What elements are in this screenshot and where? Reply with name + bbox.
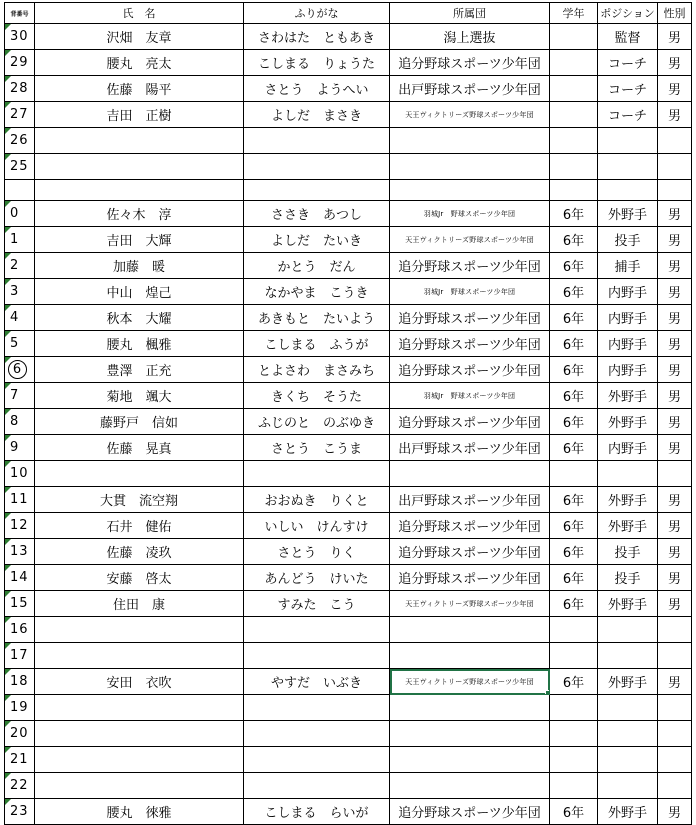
cell-team[interactable]: 羽城Jr 野球スポーツ少年団 <box>390 383 550 409</box>
cell-position[interactable]: 外野手 <box>598 513 658 539</box>
table-row <box>5 435 692 461</box>
cell-position[interactable] <box>598 721 658 747</box>
cell-kana[interactable]: よしだ まさき <box>244 102 390 128</box>
cell-name[interactable]: 秋本 大耀 <box>35 305 244 331</box>
cell-position[interactable] <box>598 461 658 487</box>
cell-name[interactable]: 佐藤 晃真 <box>35 435 244 461</box>
cell-kana[interactable]: おおぬき りくと <box>244 487 390 513</box>
table-row <box>5 487 692 513</box>
cell-team[interactable]: 出戸野球スポーツ少年団 <box>390 76 550 102</box>
cell-number[interactable]: 18 <box>5 669 35 695</box>
cell-kana[interactable] <box>244 128 390 154</box>
cell-team[interactable]: 天王ヴィクトリーズ野球スポーツ少年団 <box>390 227 550 253</box>
cell-team[interactable]: 天王ヴィクトリーズ野球スポーツ少年団 <box>390 591 550 617</box>
cell-grade[interactable] <box>550 128 598 154</box>
cell-kana[interactable]: さとう こうま <box>244 435 390 461</box>
cell-gender[interactable]: 男 <box>658 201 692 227</box>
cell-number[interactable]: 5 <box>5 331 35 357</box>
cell-position[interactable]: 外野手 <box>598 487 658 513</box>
cell-position[interactable]: 外野手 <box>598 669 658 695</box>
cell-team[interactable] <box>390 695 550 721</box>
cell-grade[interactable]: 6年 <box>550 227 598 253</box>
cell-grade[interactable] <box>550 773 598 799</box>
header-name[interactable]: 氏 名 <box>35 3 244 24</box>
cell-team[interactable]: 追分野球スポーツ少年団 <box>390 513 550 539</box>
cell-number[interactable]: 14 <box>5 565 35 591</box>
cell-name[interactable]: 沢畑 友章 <box>35 24 244 50</box>
cell-team[interactable] <box>390 617 550 643</box>
cell-number[interactable] <box>5 357 35 383</box>
cell-team[interactable]: 潟上選抜 <box>390 24 550 50</box>
cell-grade[interactable]: 6年 <box>550 357 598 383</box>
cell-gender[interactable]: 男 <box>658 513 692 539</box>
cell-kana[interactable]: こしまる らいが <box>244 799 390 825</box>
cell-gender[interactable] <box>658 461 692 487</box>
cell-gender[interactable]: 男 <box>658 279 692 305</box>
cell-number[interactable]: 22 <box>5 773 35 799</box>
cell-kana[interactable]: なかやま こうき <box>244 279 390 305</box>
cell-grade[interactable]: 6年 <box>550 539 598 565</box>
cell-gender[interactable]: 男 <box>658 305 692 331</box>
cell-position[interactable] <box>598 643 658 669</box>
table-row <box>5 409 692 435</box>
cell-kana[interactable]: こしまる りょうた <box>244 50 390 76</box>
table-row <box>5 591 692 617</box>
cell-kana[interactable] <box>244 180 390 201</box>
cell-position[interactable]: 捕手 <box>598 253 658 279</box>
cell-grade[interactable]: 6年 <box>550 799 598 825</box>
cell-team[interactable] <box>390 128 550 154</box>
cell-name[interactable]: 菊地 颯大 <box>35 383 244 409</box>
cell-name[interactable]: 吉田 正樹 <box>35 102 244 128</box>
cell-gender[interactable]: 男 <box>658 409 692 435</box>
cell-kana[interactable]: ささき あつし <box>244 201 390 227</box>
cell-grade[interactable]: 6年 <box>550 305 598 331</box>
cell-number[interactable]: 9 <box>5 435 35 461</box>
table-row <box>5 461 692 487</box>
cell-position[interactable]: 投手 <box>598 565 658 591</box>
cell-name[interactable]: 腰丸 徠雅 <box>35 799 244 825</box>
cell-team[interactable]: 追分野球スポーツ少年団 <box>390 799 550 825</box>
cell-gender[interactable] <box>658 695 692 721</box>
cell-gender[interactable]: 男 <box>658 227 692 253</box>
cell-grade[interactable] <box>550 617 598 643</box>
cell-kana[interactable]: よしだ たいき <box>244 227 390 253</box>
table-row <box>5 773 692 799</box>
cell-kana[interactable] <box>244 773 390 799</box>
cell-name[interactable]: 安田 衣吹 <box>35 669 244 695</box>
cell-grade[interactable] <box>550 747 598 773</box>
table-row <box>5 180 692 201</box>
cell-team[interactable] <box>390 643 550 669</box>
cell-gender[interactable]: 男 <box>658 24 692 50</box>
cell-team[interactable]: 羽城Jr 野球スポーツ少年団 <box>390 279 550 305</box>
roster-sheet <box>4 2 692 825</box>
cell-team[interactable] <box>390 180 550 201</box>
cell-gender[interactable]: 男 <box>658 799 692 825</box>
table-row <box>5 643 692 669</box>
cell-kana[interactable] <box>244 747 390 773</box>
cell-gender[interactable] <box>658 180 692 201</box>
cell-position[interactable] <box>598 128 658 154</box>
cell-kana[interactable]: とよさわ まさみち <box>244 357 390 383</box>
cell-team[interactable]: 追分野球スポーツ少年団 <box>390 331 550 357</box>
cell-grade[interactable]: 6年 <box>550 669 598 695</box>
cell-team[interactable]: 追分野球スポーツ少年団 <box>390 253 550 279</box>
cell-grade[interactable]: 6年 <box>550 253 598 279</box>
cell-gender[interactable]: 男 <box>658 487 692 513</box>
cell-kana[interactable]: こしまる ふうが <box>244 331 390 357</box>
cell-position[interactable] <box>598 773 658 799</box>
cell-grade[interactable] <box>550 76 598 102</box>
cell-number[interactable]: 7 <box>5 383 35 409</box>
cell-name[interactable]: 石井 健佑 <box>35 513 244 539</box>
cell-grade[interactable] <box>550 695 598 721</box>
cell-name[interactable]: 藤野戸 信如 <box>35 409 244 435</box>
cell-team[interactable] <box>390 747 550 773</box>
table-row <box>5 617 692 643</box>
header-position[interactable]: ポジション <box>598 3 658 24</box>
cell-name[interactable] <box>35 695 244 721</box>
cell-kana[interactable]: いしい けんすけ <box>244 513 390 539</box>
cell-gender[interactable]: 男 <box>658 565 692 591</box>
cell-position[interactable]: コーチ <box>598 102 658 128</box>
cell-team[interactable]: 追分野球スポーツ少年団 <box>390 565 550 591</box>
cell-name[interactable] <box>35 154 244 180</box>
cell-position[interactable]: 監督 <box>598 24 658 50</box>
cell-name[interactable]: 加藤 暖 <box>35 253 244 279</box>
cell-grade[interactable] <box>550 50 598 76</box>
cell-position[interactable] <box>598 695 658 721</box>
cell-grade[interactable]: 6年 <box>550 409 598 435</box>
cell-kana[interactable] <box>244 695 390 721</box>
cell-name[interactable]: 豊澤 正充 <box>35 357 244 383</box>
cell-number[interactable] <box>5 180 35 201</box>
cell-number[interactable]: 15 <box>5 591 35 617</box>
cell-position[interactable]: 内野手 <box>598 435 658 461</box>
circled-number: 6 <box>8 360 27 379</box>
cell-name[interactable] <box>35 128 244 154</box>
cell-team[interactable] <box>390 721 550 747</box>
cell-kana[interactable] <box>244 154 390 180</box>
cell-number[interactable]: 3 <box>5 279 35 305</box>
cell-number[interactable]: 29 <box>5 50 35 76</box>
cell-number[interactable]: 13 <box>5 539 35 565</box>
cell-kana[interactable] <box>244 461 390 487</box>
cell-team[interactable]: 追分野球スポーツ少年団 <box>390 409 550 435</box>
cell-name[interactable]: 佐藤 陽平 <box>35 76 244 102</box>
table-row <box>5 201 692 227</box>
cell-number[interactable]: 21 <box>5 747 35 773</box>
cell-name[interactable] <box>35 773 244 799</box>
cell-kana[interactable]: さとう りく <box>244 539 390 565</box>
cell-gender[interactable]: 男 <box>658 669 692 695</box>
cell-grade[interactable]: 6年 <box>550 279 598 305</box>
table-row <box>5 24 692 50</box>
cell-kana[interactable]: あきもと たいよう <box>244 305 390 331</box>
cell-number[interactable]: 10 <box>5 461 35 487</box>
cell-gender[interactable] <box>658 643 692 669</box>
cell-gender[interactable]: 男 <box>658 50 692 76</box>
cell-name[interactable]: 中山 煌己 <box>35 279 244 305</box>
cell-name[interactable] <box>35 180 244 201</box>
cell-grade[interactable] <box>550 154 598 180</box>
cell-name[interactable]: 佐々木 淳 <box>35 201 244 227</box>
cell-team[interactable] <box>390 154 550 180</box>
cell-number[interactable]: 23 <box>5 799 35 825</box>
cell-kana[interactable]: さわはた ともあき <box>244 24 390 50</box>
cell-position[interactable]: 投手 <box>598 227 658 253</box>
cell-position[interactable]: 外野手 <box>598 201 658 227</box>
cell-name[interactable]: 住田 康 <box>35 591 244 617</box>
table-row <box>5 279 692 305</box>
cell-number[interactable]: 25 <box>5 154 35 180</box>
cell-grade[interactable]: 6年 <box>550 331 598 357</box>
cell-team[interactable]: 羽城Jr 野球スポーツ少年団 <box>390 201 550 227</box>
cell-grade[interactable] <box>550 180 598 201</box>
cell-grade[interactable]: 6年 <box>550 565 598 591</box>
cell-team[interactable]: 出戸野球スポーツ少年団 <box>390 435 550 461</box>
cell-grade[interactable]: 6年 <box>550 435 598 461</box>
cell-grade[interactable]: 6年 <box>550 487 598 513</box>
table-row <box>5 513 692 539</box>
cell-number[interactable]: 12 <box>5 513 35 539</box>
cell-number[interactable]: 27 <box>5 102 35 128</box>
cell-gender[interactable] <box>658 617 692 643</box>
cell-name[interactable] <box>35 721 244 747</box>
table-row <box>5 747 692 773</box>
header-gender[interactable]: 性別 <box>658 3 692 24</box>
cell-name[interactable]: 腰丸 亮太 <box>35 50 244 76</box>
cell-name[interactable] <box>35 747 244 773</box>
roster-body <box>5 24 692 825</box>
cell-kana[interactable] <box>244 643 390 669</box>
cell-number[interactable]: 28 <box>5 76 35 102</box>
cell-position[interactable]: 外野手 <box>598 409 658 435</box>
cell-name[interactable] <box>35 643 244 669</box>
cell-gender[interactable]: 男 <box>658 383 692 409</box>
cell-gender[interactable]: 男 <box>658 102 692 128</box>
cell-position[interactable]: 外野手 <box>598 383 658 409</box>
cell-gender[interactable]: 男 <box>658 76 692 102</box>
cell-number[interactable]: 4 <box>5 305 35 331</box>
cell-position[interactable] <box>598 180 658 201</box>
table-row <box>5 357 692 383</box>
cell-name[interactable]: 腰丸 楓雅 <box>35 331 244 357</box>
cell-position[interactable]: 外野手 <box>598 799 658 825</box>
header-kana[interactable]: ふりがな <box>244 3 390 24</box>
cell-number[interactable]: 2 <box>5 253 35 279</box>
cell-team[interactable] <box>390 773 550 799</box>
cell-position[interactable] <box>598 747 658 773</box>
table-row <box>5 253 692 279</box>
table-row <box>5 539 692 565</box>
cell-position[interactable]: コーチ <box>598 76 658 102</box>
cell-number[interactable]: 17 <box>5 643 35 669</box>
cell-team[interactable]: 追分野球スポーツ少年団 <box>390 357 550 383</box>
cell-position[interactable]: 投手 <box>598 539 658 565</box>
table-row <box>5 383 692 409</box>
table-row <box>5 102 692 128</box>
cell-number[interactable]: 26 <box>5 128 35 154</box>
table-row <box>5 721 692 747</box>
cell-grade[interactable] <box>550 461 598 487</box>
cell-position[interactable]: 内野手 <box>598 279 658 305</box>
cell-team[interactable] <box>390 461 550 487</box>
cell-gender[interactable]: 男 <box>658 253 692 279</box>
cell-number[interactable]: 11 <box>5 487 35 513</box>
cell-gender[interactable] <box>658 721 692 747</box>
cell-grade[interactable] <box>550 102 598 128</box>
cell-position[interactable]: 内野手 <box>598 357 658 383</box>
table-row <box>5 565 692 591</box>
cell-position[interactable]: 内野手 <box>598 305 658 331</box>
cell-team[interactable]: 追分野球スポーツ少年団 <box>390 305 550 331</box>
cell-team[interactable]: 天王ヴィクトリーズ野球スポーツ少年団 <box>390 102 550 128</box>
cell-kana[interactable] <box>244 617 390 643</box>
header-team[interactable]: 所属団 <box>390 3 550 24</box>
cell-gender[interactable]: 男 <box>658 331 692 357</box>
cell-gender[interactable] <box>658 773 692 799</box>
cell-grade[interactable] <box>550 24 598 50</box>
table-row <box>5 305 692 331</box>
cell-kana[interactable]: あんどう けいた <box>244 565 390 591</box>
cell-number[interactable]: 8 <box>5 409 35 435</box>
cell-team[interactable]: 追分野球スポーツ少年団 <box>390 539 550 565</box>
cell-name[interactable] <box>35 461 244 487</box>
cell-kana[interactable] <box>244 721 390 747</box>
cell-kana[interactable]: きくち そうた <box>244 383 390 409</box>
cell-name[interactable]: 佐藤 凌玖 <box>35 539 244 565</box>
cell-kana[interactable]: すみた こう <box>244 591 390 617</box>
cell-position[interactable]: コーチ <box>598 50 658 76</box>
cell-grade[interactable]: 6年 <box>550 513 598 539</box>
cell-name[interactable]: 大貫 流空翔 <box>35 487 244 513</box>
cell-kana[interactable]: ふじのと のぶゆき <box>244 409 390 435</box>
cell-grade[interactable]: 6年 <box>550 591 598 617</box>
table-row <box>5 76 692 102</box>
cell-number[interactable]: 0 <box>5 201 35 227</box>
cell-number[interactable]: 19 <box>5 695 35 721</box>
cell-gender[interactable] <box>658 128 692 154</box>
cell-position[interactable]: 外野手 <box>598 591 658 617</box>
cell-number[interactable]: 30 <box>5 24 35 50</box>
table-row <box>5 128 692 154</box>
table-row <box>5 331 692 357</box>
header-number[interactable]: 背番号 <box>5 3 35 24</box>
cell-grade[interactable] <box>550 643 598 669</box>
table-row <box>5 50 692 76</box>
cell-gender[interactable] <box>658 154 692 180</box>
cell-name[interactable]: 安藤 啓太 <box>35 565 244 591</box>
cell-grade[interactable]: 6年 <box>550 383 598 409</box>
cell-kana[interactable]: さとう ようへい <box>244 76 390 102</box>
cell-gender[interactable]: 男 <box>658 357 692 383</box>
cell-team[interactable]: 出戸野球スポーツ少年団 <box>390 487 550 513</box>
cell-kana[interactable]: やすだ いぶき <box>244 669 390 695</box>
cell-kana[interactable]: かとう だん <box>244 253 390 279</box>
cell-team[interactable]: 追分野球スポーツ少年団 <box>390 50 550 76</box>
cell-position[interactable] <box>598 617 658 643</box>
cell-team[interactable]: 天王ヴィクトリーズ野球スポーツ少年団 <box>390 669 550 695</box>
table-row <box>5 154 692 180</box>
header-row <box>5 3 692 24</box>
table-row <box>5 695 692 721</box>
table-row <box>5 669 692 695</box>
cell-gender[interactable]: 男 <box>658 591 692 617</box>
cell-number[interactable]: 1 <box>5 227 35 253</box>
cell-position[interactable]: 内野手 <box>598 331 658 357</box>
cell-gender[interactable]: 男 <box>658 435 692 461</box>
cell-gender[interactable]: 男 <box>658 539 692 565</box>
cell-number[interactable]: 20 <box>5 721 35 747</box>
cell-position[interactable] <box>598 154 658 180</box>
table-row <box>5 799 692 825</box>
cell-gender[interactable] <box>658 747 692 773</box>
cell-grade[interactable] <box>550 721 598 747</box>
cell-name[interactable] <box>35 617 244 643</box>
cell-name[interactable]: 吉田 大輝 <box>35 227 244 253</box>
header-grade[interactable]: 学年 <box>550 3 598 24</box>
cell-number[interactable]: 16 <box>5 617 35 643</box>
table-row <box>5 227 692 253</box>
cell-grade[interactable]: 6年 <box>550 201 598 227</box>
